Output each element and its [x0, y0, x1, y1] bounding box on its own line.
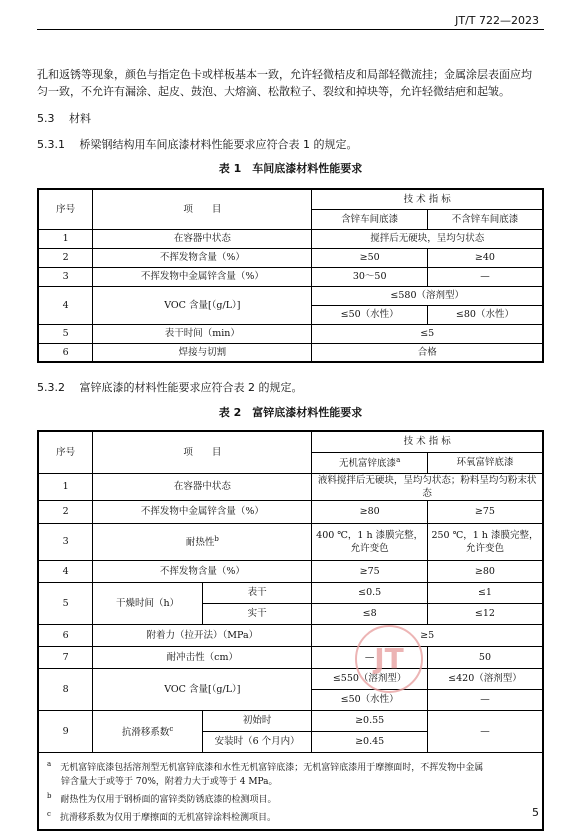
cell-item: 在容器中状态 [93, 229, 312, 248]
cell-no: 1 [38, 229, 93, 248]
cell-item: 在容器中状态 [93, 473, 312, 500]
table-row [38, 324, 543, 343]
cell-value: ≥5 [312, 624, 543, 646]
cell-value: 搅拌后无硬块，呈均匀状态 [312, 229, 543, 248]
cell-item: 耐热性$^b$ [93, 523, 312, 560]
cell-item: VOC 含量[（g/L）] [93, 286, 312, 324]
table-row [38, 286, 543, 305]
note-a-cont: 锌含量大于或等于 70%，附着力大于或等于 4 MPa。 [61, 776, 278, 787]
cell-value: — [312, 646, 428, 668]
col-header-zinc: 含锌车间底漆 [312, 209, 428, 229]
table-row [38, 668, 543, 689]
cell-value: ≤580（溶剂型） [312, 286, 543, 305]
cell-no: 2 [38, 500, 93, 523]
cell-subitem: 初始时 [202, 710, 312, 731]
section-5-3 [37, 110, 91, 126]
cell-no: 7 [38, 646, 93, 668]
cell-subitem: 表干 [202, 582, 312, 603]
cell-no: 3 [38, 523, 93, 560]
intro-paragraph [37, 66, 547, 100]
section-5-3-1 [37, 136, 547, 152]
table-row [38, 624, 543, 646]
table-notes [38, 752, 543, 830]
table-row [38, 473, 543, 500]
cell-value: ≤420（溶剂型） [427, 668, 543, 689]
cell-value: 250 ℃，1 h 漆膜完整， 允许变色 [427, 523, 543, 560]
cell-value: — [427, 689, 543, 710]
table-row [38, 560, 543, 582]
col-header-nonzinc: 不含锌车间底漆 [427, 209, 543, 229]
cell-no: 1 [38, 473, 93, 500]
cell-value: ≥75 [427, 500, 543, 523]
cell-value: ≤80（水性） [427, 305, 543, 324]
cell-item: 抗滑移系数$^c$ [93, 710, 203, 752]
cell-value: — [427, 267, 543, 286]
cell-item: 表干时间（min） [93, 324, 312, 343]
section-5-3-2 [37, 379, 547, 395]
note-a: $^a$ 无机富锌底漆包括溶剂型无机富锌底漆和水性无机富锌底漆；无机富锌底漆用于摩擦面时，不挥发物中金属 [47, 759, 484, 773]
table-row [38, 646, 543, 668]
cell-value: — [427, 710, 543, 752]
section-text: 桥梁钢结构用车间底漆材料性能要求应符合表 1 的规定。 [79, 138, 358, 151]
table-row [38, 267, 543, 286]
cell-item: 干燥时间（h） [93, 582, 203, 624]
page-number: 5 [532, 806, 539, 819]
cell-no: 3 [38, 267, 93, 286]
table-row [38, 248, 543, 267]
table-row [38, 229, 543, 248]
cell-value: ≥80 [427, 560, 543, 582]
table-row [38, 710, 543, 731]
cell-value: ≥0.45 [312, 731, 428, 752]
cell-no: 4 [38, 560, 93, 582]
cell-value: ≤12 [427, 603, 543, 624]
cell-value: ≤8 [312, 603, 428, 624]
note-b: $^b$ 耐热性为仅用于钢桥面的富锌类防锈底漆的检测项目。 [47, 791, 277, 805]
cell-item: 不挥发物中金属锌含量（%） [93, 500, 312, 523]
section-title: 材料 [69, 112, 91, 125]
cell-value: ≥40 [427, 248, 543, 267]
cell-value: 合格 [312, 343, 543, 362]
table-row [38, 343, 543, 362]
cell-value: ≥0.55 [312, 710, 428, 731]
cell-value: ≥80 [312, 500, 428, 523]
cell-no: 4 [38, 286, 93, 324]
section-text: 富锌底漆的材料性能要求应符合表 2 的规定。 [79, 381, 303, 394]
cell-no: 5 [38, 582, 93, 624]
cell-value: ≤1 [427, 582, 543, 603]
cell-subitem: 实干 [202, 603, 312, 624]
intro-line-2: 匀一致，不允许有漏涂、起皮、鼓泡、大熔滴、松散粒子、裂纹和掉块等，允许轻微结疤和起皱。 [37, 85, 510, 98]
col-header-inorganic: 无机富锌底漆$^a$ [312, 452, 428, 473]
cell-value: 30～50 [312, 267, 428, 286]
cell-value: ≤50（水性） [312, 305, 428, 324]
cell-value: 50 [427, 646, 543, 668]
table-row [38, 523, 543, 560]
cell-value: ≤50（水性） [312, 689, 428, 710]
cell-no: 9 [38, 710, 93, 752]
cell-no: 6 [38, 624, 93, 646]
cell-item: 附着力（拉开法）（MPa） [93, 624, 312, 646]
cell-value: 液料搅拌后无硬块，呈均匀状态；粉料呈均匀粉末状态 [312, 473, 543, 500]
jt-watermark-stamp: JT [355, 625, 423, 693]
cell-item: 不挥发物中金属锌含量（%） [93, 267, 312, 286]
col-header-tech: 技 术 指 标 [312, 431, 543, 452]
col-header-no: 序号 [38, 189, 93, 229]
header-rule [37, 29, 544, 30]
table-row [38, 582, 543, 603]
standard-code: JT/T 722—2023 [455, 14, 539, 27]
section-number: 5.3.2 [37, 381, 65, 394]
table-2 [37, 430, 544, 831]
cell-item: 不挥发物含量（%） [93, 248, 312, 267]
section-number: 5.3.1 [37, 138, 65, 151]
col-header-item: 项 目 [93, 189, 312, 229]
col-header-tech: 技 术 指 标 [312, 189, 543, 209]
cell-item: VOC 含量[（g/L）] [93, 668, 312, 710]
table1-caption: 表 1 车间底漆材料性能要求 [218, 162, 363, 175]
cell-no: 8 [38, 668, 93, 710]
cell-no: 6 [38, 343, 93, 362]
cell-no: 2 [38, 248, 93, 267]
note-c: $^c$ 抗滑移系数为仅用于摩擦面的无机富锌涂料检测项目。 [47, 809, 276, 823]
cell-value: 400 ℃，1 h 漆膜完整， 允许变色 [312, 523, 428, 560]
cell-no: 5 [38, 324, 93, 343]
cell-value: ≤5 [312, 324, 543, 343]
table-1 [37, 188, 544, 363]
notes-cell [38, 752, 543, 830]
cell-value: ≥75 [312, 560, 428, 582]
cell-item: 耐冲击性（cm） [93, 646, 312, 668]
cell-value: ≤0.5 [312, 582, 428, 603]
table-row [38, 500, 543, 523]
col-header-item: 项 目 [93, 431, 312, 473]
cell-value: ≥50 [312, 248, 428, 267]
intro-line-1: 孔和返锈等现象，颜色与指定色卡或样板基本一致，允许轻微桔皮和局部轻微流挂；金属涂层表面应均 [37, 68, 532, 81]
col-header-no: 序号 [38, 431, 93, 473]
cell-subitem: 安装时（6 个月内） [202, 731, 312, 752]
section-number: 5.3 [37, 112, 55, 125]
col-header-epoxy: 环氧富锌底漆 [427, 452, 543, 473]
cell-item: 焊接与切割 [93, 343, 312, 362]
cell-item: 不挥发物含量（%） [93, 560, 312, 582]
cell-value: ≤550（溶剂型） [312, 668, 428, 689]
table2-caption: 表 2 富锌底漆材料性能要求 [218, 406, 363, 419]
